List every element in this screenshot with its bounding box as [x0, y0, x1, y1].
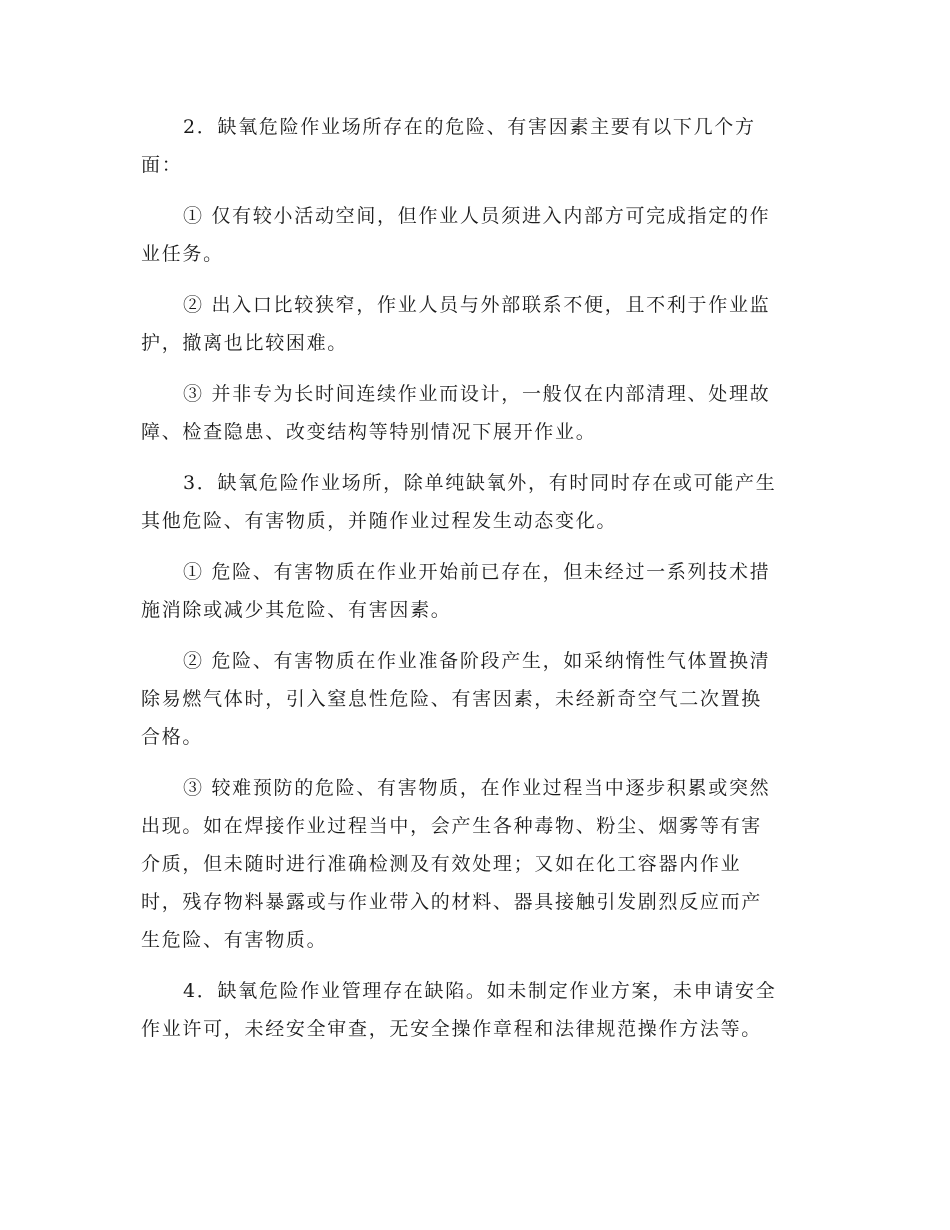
- paragraph-line: 时，残存物料暴露或与作业带入的材料、器具接触引发剧烈反应而产: [141, 891, 763, 913]
- paragraph-line: ② 危险、有害物质在作业准备阶段产生，如采纳惰性气体置换清: [183, 650, 771, 672]
- paragraph-management-deficiencies: [141, 972, 811, 1048]
- paragraph-line: 3．缺氧危险作业场所，除单纯缺氧外，有时同时存在或可能产生: [183, 472, 777, 494]
- paragraph-line: 除易燃气体时，引入窒息性危险、有害因素，未经新奇空气二次置换: [141, 688, 763, 710]
- list-item-hard-to-prevent-substances: [141, 769, 811, 959]
- paragraph-line: 面：: [141, 154, 183, 176]
- paragraph-line: ② 出入口比较狭窄，作业人员与外部联系不便，且不利于作业监: [183, 294, 771, 316]
- list-item-pre-existing-substances: [141, 553, 811, 629]
- paragraph-line: ③ 并非专为长时间连续作业而设计，一般仅在内部清理、处理故: [183, 383, 771, 405]
- paragraph-line: 介质，但未随时进行准确检测及有效处理；又如在化工容器内作业: [141, 853, 742, 875]
- paragraph-line: ③ 较难预防的危险、有害物质，在作业过程当中逐步积累或突然: [183, 777, 771, 799]
- paragraph-line: 障、检查隐患、改变结构等特别情况下展开作业。: [141, 421, 597, 443]
- paragraph-line: 合格。: [141, 726, 204, 748]
- paragraph-oxygen-deficiency-hazards: [141, 108, 811, 184]
- paragraph-line: 2．缺氧危险作业场所存在的危险、有害因素主要有以下几个方: [183, 116, 756, 138]
- paragraph-line: 作业许可，未经安全审查，无安全操作章程和法律规范操作方法等。: [141, 1018, 763, 1040]
- paragraph-line: ① 仅有较小活动空间，但作业人员须进入内部方可完成指定的作: [183, 205, 771, 227]
- paragraph-line: 其他危险、有害物质，并随作业过程发生动态变化。: [141, 510, 618, 532]
- paragraph-line: 生危险、有害物质。: [141, 929, 328, 951]
- paragraph-line: 出现。如在焊接作业过程当中，会产生各种毒物、粉尘、烟雾等有害: [141, 815, 763, 837]
- list-item-narrow-entrance: [141, 286, 811, 362]
- paragraph-line: 4．缺氧危险作业管理存在缺陷。如未制定作业方案，未申请安全: [183, 980, 777, 1002]
- paragraph-other-hazardous-substances: [141, 464, 811, 540]
- list-item-preparation-stage-substances: [141, 642, 811, 756]
- paragraph-line: 护，撤离也比较困难。: [141, 332, 349, 354]
- paragraph-line: 施消除或减少其危险、有害因素。: [141, 599, 452, 621]
- paragraph-line: 业任务。: [141, 243, 224, 265]
- list-item-small-space: [141, 197, 811, 273]
- paragraph-line: ① 危险、有害物质在作业开始前已存在，但未经过一系列技术措: [183, 561, 771, 583]
- list-item-not-for-continuous-work: [141, 375, 811, 451]
